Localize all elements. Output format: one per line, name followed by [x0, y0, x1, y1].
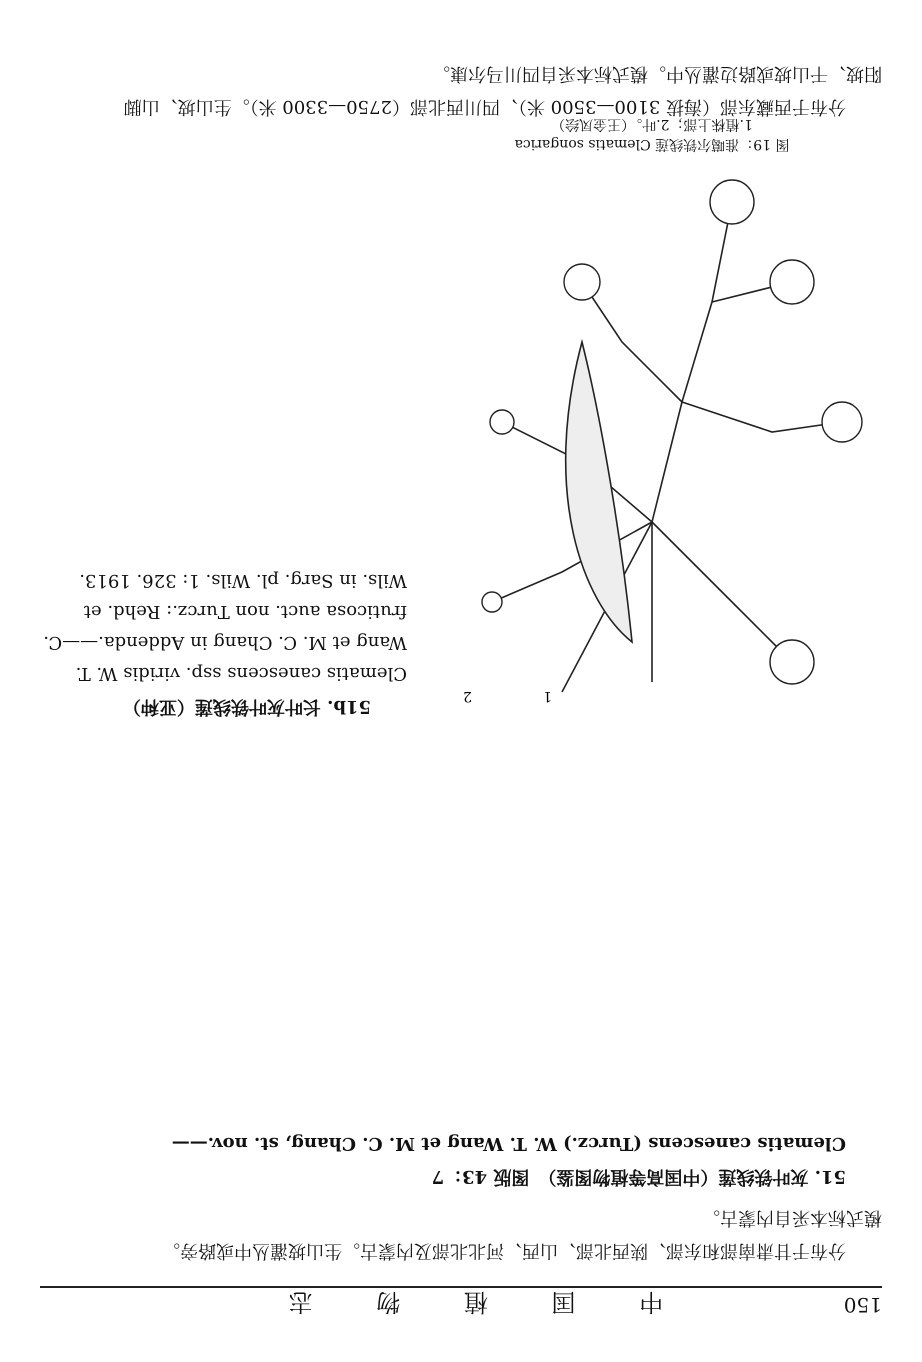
species-heading: 51. 灰叶铁线莲（中国高等植物图鉴） 图版 43：7	[431, 1166, 846, 1187]
bottom-line: 阳坡、干山坡或路边灌丛中。模式标本采自四川马尔康。	[432, 63, 882, 84]
caption-line: 1.植株上部；2.叶。（王金凤绘）	[551, 116, 753, 132]
figure-label-1: 1	[543, 688, 552, 704]
page-header	[40, 1286, 882, 1322]
bottom-text	[40, 56, 882, 122]
intro-line: 分布于甘肃南部和东部、陕西北部、山西、河北北部及内蒙古。生山坡灌丛中或路旁。	[162, 1240, 846, 1261]
subspecies-heading: 51b. 长叶灰叶铁线莲（亚种）	[122, 696, 371, 717]
figure-label-2: 2	[463, 688, 472, 704]
page-number: 150	[843, 1293, 882, 1317]
species-name: Clematis canescens (Turcz.) W. T. Wang et M. C. Chang, st. nov.——	[171, 1133, 846, 1154]
book-title: 中 国 植 物 志	[260, 1288, 664, 1317]
bottom-line: 分布于西藏东部（海拔 3100—3500 米）、四川西北部（2750—3300 米）。生山坡、山脚	[123, 96, 846, 117]
plant-illustration	[422, 162, 882, 722]
caption-line: 图 19：准噶尔铁线莲 Clematis songarica	[514, 136, 790, 152]
side-text	[40, 563, 407, 722]
intro-line: 模式标本采自内蒙古。	[702, 1207, 882, 1228]
subspecies-name: Clematis canescens ssp. viridis W. T. Wang et M. C. Chang in Addenda.——C. fruticosa auct. non Turcz.: Rehd. et Wils. in Sarg. pl. Wils. 1: 326. 1913.	[43, 570, 407, 684]
main-text	[40, 1126, 882, 1266]
